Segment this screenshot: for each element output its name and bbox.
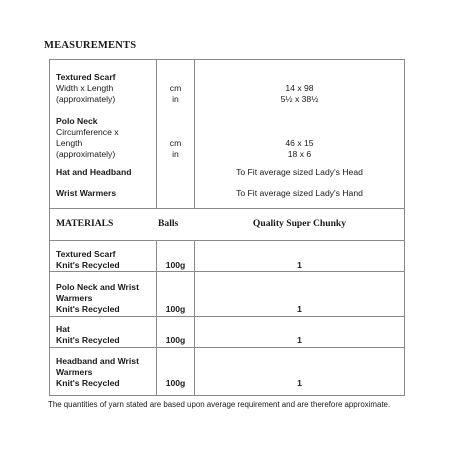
polo-neck-dimension-label-1: Circumference x [56, 127, 119, 137]
material-row-2-yarn: Knit's Recycled [56, 304, 120, 314]
material-row-3-yarn: Knit's Recycled [56, 335, 120, 345]
material-row-1-yarn: Knit's Recycled [56, 260, 120, 270]
textured-scarf-unit-cm: cm [169, 83, 182, 93]
polo-neck-approx-label: (approximately) [56, 149, 116, 159]
textured-scarf-title: Textured Scarf [56, 72, 116, 82]
hat-headband-title: Hat and Headband [56, 167, 132, 177]
polo-neck-unit-cm: cm [169, 138, 182, 148]
section-divider-bottom [50, 240, 404, 241]
material-row-4-balls: 100g [165, 378, 186, 388]
row-divider-2 [50, 316, 404, 317]
material-row-1-qty: 1 [297, 260, 302, 270]
material-row-4-qty: 1 [297, 378, 302, 388]
row-divider-3 [50, 347, 404, 348]
yarn-quantity-note: The quantities of yarn stated are based upon average requirement and are therefore approximate. [48, 400, 391, 409]
polo-neck-value-in: 18 x 6 [287, 149, 312, 159]
material-row-4-name-2: Warmers [56, 367, 93, 377]
textured-scarf-dimension-label: Width x Length [56, 83, 114, 93]
section-divider-top [50, 208, 404, 209]
polo-neck-dimension-label-2: Length [56, 138, 83, 148]
material-row-3-qty: 1 [297, 335, 302, 345]
textured-scarf-value-in: 5½ x 38½ [280, 94, 319, 104]
material-row-2-balls: 100g [165, 304, 186, 314]
material-row-2-name-2: Warmers [56, 293, 93, 303]
material-row-2-qty: 1 [297, 304, 302, 314]
measurements-heading: MEASUREMENTS [44, 40, 137, 51]
polo-neck-value-cm: 46 x 15 [285, 138, 314, 148]
row-divider-1 [50, 271, 404, 272]
material-row-1-name: Textured Scarf [56, 249, 116, 259]
textured-scarf-approx-label: (approximately) [56, 94, 116, 104]
polo-neck-title: Polo Neck [56, 116, 98, 126]
material-row-4-name-1: Headband and Wrist [56, 356, 139, 366]
polo-neck-unit-in: in [172, 149, 179, 159]
textured-scarf-unit-in: in [172, 94, 179, 104]
wrist-warmers-title: Wrist Warmers [56, 188, 117, 198]
material-row-4-yarn: Knit's Recycled [56, 378, 120, 388]
material-row-3-name: Hat [56, 324, 70, 334]
material-row-1-balls: 100g [165, 260, 186, 270]
quality-heading: Quality Super Chunky [252, 218, 347, 229]
wrist-warmers-fit: To Fit average sized Lady's Hand [236, 188, 363, 198]
material-row-3-balls: 100g [165, 335, 186, 345]
balls-heading: Balls [158, 218, 179, 229]
material-row-2-name-1: Polo Neck and Wrist [56, 282, 139, 292]
textured-scarf-value-cm: 14 x 98 [285, 83, 314, 93]
materials-heading: MATERIALS [56, 218, 114, 229]
hat-headband-fit: To Fit average sized Lady's Head [236, 167, 363, 177]
